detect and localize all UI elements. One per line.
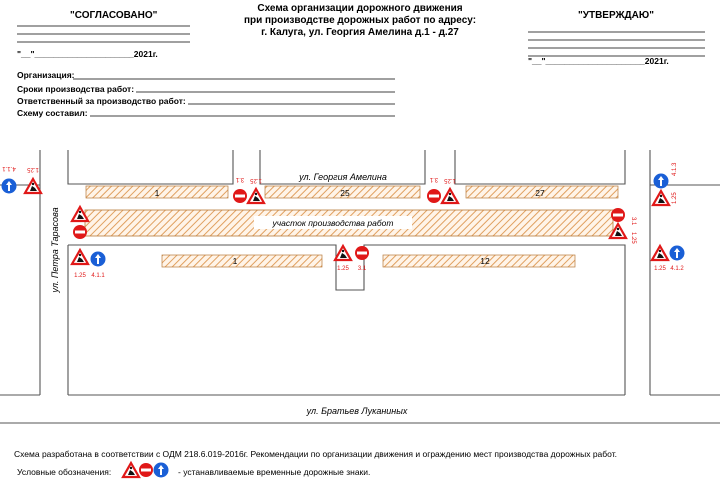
road-works-sign-icon <box>442 189 458 203</box>
confirm-date: "__"_____________________2021г. <box>528 56 669 66</box>
signature-lines <box>17 26 705 116</box>
straight-arrow-sign-icon <box>2 179 17 194</box>
sign-group-right <box>652 246 685 273</box>
sign-code-label: 1.25 <box>27 166 39 172</box>
approved-date: "__"_____________________2021г. <box>17 49 158 59</box>
no-entry-sign-icon <box>427 189 441 203</box>
road-works-sign-icon <box>335 246 351 260</box>
scheme-title-line-1: Схема организации дорожного движения <box>257 3 463 14</box>
sign-code-label: 1.25 <box>654 266 666 272</box>
sign-group-top-left <box>2 165 42 194</box>
street-georgiya-amelina: ул. Георгия Амелина <box>299 172 387 182</box>
sign-code-label: 1.25 <box>250 177 262 183</box>
street-petra-tarasova: ул. Петра Тарасова <box>50 207 60 293</box>
building-12 <box>383 255 575 267</box>
sign-code-label: 1.25 <box>672 192 678 204</box>
legend-signs <box>123 463 169 478</box>
sign-group-mid-right <box>427 176 458 203</box>
building-1-south-number: 1 <box>232 256 238 266</box>
author-label: Схему составил: <box>17 108 88 118</box>
road-works-sign-icon <box>72 250 88 264</box>
terms-label: Сроки производства работ: <box>17 84 135 94</box>
sign-code-label: 4.1.3 <box>672 162 678 176</box>
sign-group-right-entry <box>610 208 636 244</box>
road-works-sign-icon <box>652 246 668 260</box>
legend-label: Условные обозначения: <box>17 467 112 477</box>
building-12-number: 12 <box>480 256 490 266</box>
no-entry-sign-icon <box>73 225 87 239</box>
sign-code-label: 3.1 <box>235 176 245 182</box>
sign-code-label: 1.25 <box>74 273 86 279</box>
work-zone-label: участок производства работ <box>272 218 394 228</box>
building-27-number: 27 <box>535 188 545 198</box>
scheme-title-line-2: при производстве дорожных работ по адресу: <box>243 15 477 26</box>
sign-code-label: 4.1.1 <box>2 165 16 171</box>
legend-text: - устанавливаемые временные дорожные знаки. <box>178 467 371 477</box>
road-works-sign-icon <box>653 191 669 205</box>
sign-group-top-right <box>653 162 678 205</box>
sign-group-mid-left <box>233 176 264 203</box>
no-entry-sign-icon <box>233 189 247 203</box>
sign-code-label: 4.1.2 <box>670 266 684 272</box>
straight-arrow-sign-icon <box>91 252 106 267</box>
no-entry-sign-icon <box>139 463 153 477</box>
organization-label: Организация: <box>17 70 75 80</box>
straight-right-sign-icon <box>654 174 669 189</box>
building-25-number: 25 <box>340 188 350 198</box>
road-works-sign-icon <box>248 189 264 203</box>
sign-code-label: 3.1 <box>429 176 439 182</box>
sign-code-label: 1.25 <box>630 232 636 244</box>
sign-code-label: 1.25 <box>444 177 456 183</box>
sign-group-south <box>335 246 369 272</box>
building-1-south <box>162 255 322 267</box>
straight-arrow-sign-icon <box>154 463 169 478</box>
approved-title: "СОГЛАСОВАНО" <box>70 10 158 21</box>
straight-left-sign-icon <box>670 246 685 261</box>
scheme-title-line-3: г. Калуга, ул. Георгия Амелина д.1 - д.27 <box>261 27 459 38</box>
sign-code-label: 4.1.1 <box>91 273 105 279</box>
street-bratiev-lukaninykh: ул. Братьев Луканиных <box>306 406 408 416</box>
road-works-sign-icon <box>123 463 139 477</box>
sign-code-label: 3.1 <box>630 217 636 226</box>
footer-note: Схема разработана в соответствии с ОДМ 218.6.019-2016г. Рекомендации по организации движения и ограждению мест производства дорожных работ. <box>14 449 618 459</box>
no-entry-sign-icon <box>611 208 625 222</box>
no-entry-sign-icon <box>355 246 369 260</box>
road-works-sign-icon <box>25 179 41 193</box>
confirm-title: "УТВЕРЖДАЮ" <box>578 10 654 21</box>
sign-code-label: 3.1 <box>357 266 367 272</box>
sign-code-label: 1.25 <box>337 266 349 272</box>
responsible-label: Ответственный за производство работ: <box>17 96 186 106</box>
building-1-north-number: 1 <box>154 188 160 198</box>
